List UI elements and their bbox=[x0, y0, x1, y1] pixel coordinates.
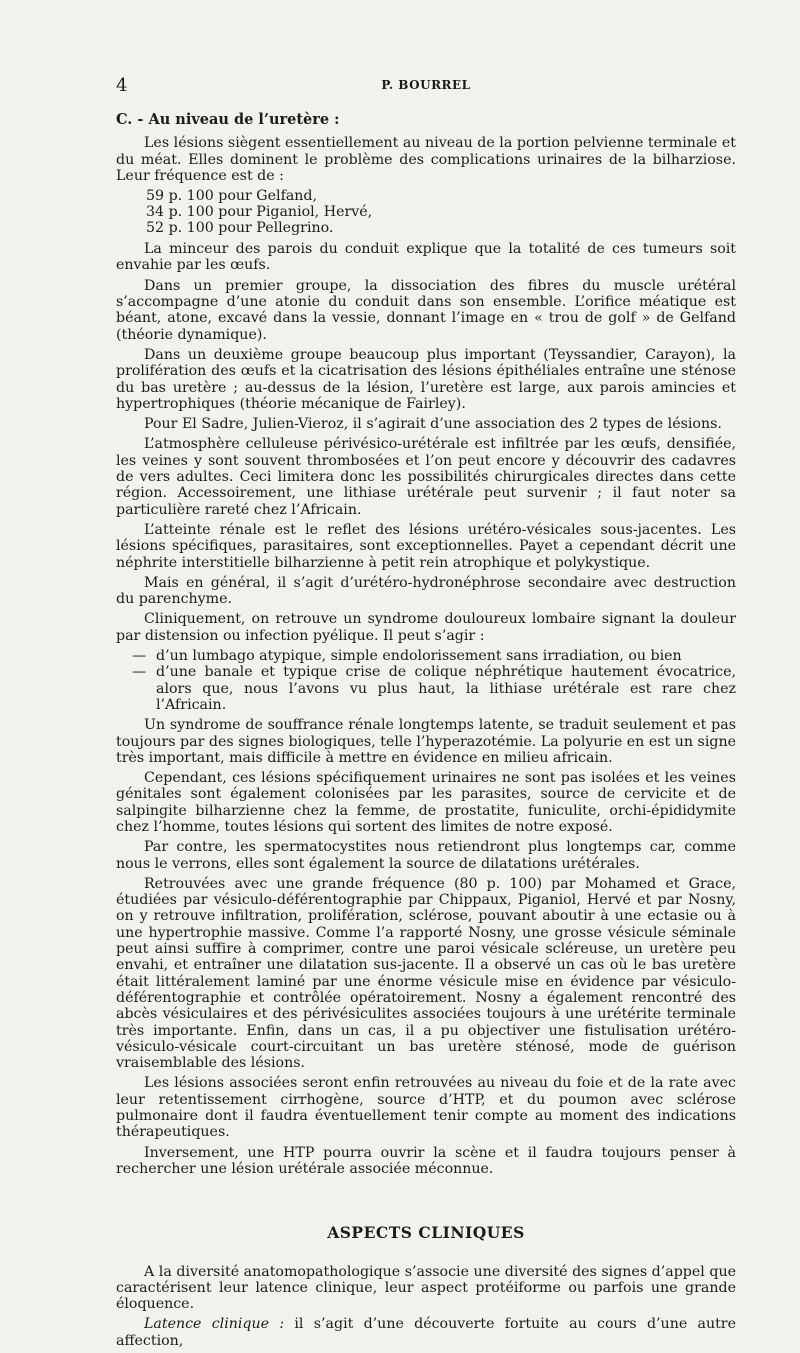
page-number: 4 bbox=[116, 75, 128, 96]
paragraph: L’atmosphère celluleuse périvésico-urétérale est infiltrée par les œufs, densifiée, les veines y sont souvent thrombosées et l’on peut encore y découvrir des cadavres de vers adultes. Ceci limitera donc les possibilités chirurgicales directes dans cette région. Accessoirement, une lithiase urétérale peut survenir ; il faut noter sa particulière rareté chez l’Africain. bbox=[116, 436, 736, 518]
paragraph: Mais en général, il s’agit d’urétéro-hydronéphrose secondaire avec destruction du parenchyme. bbox=[116, 574, 736, 608]
paragraph: Cependant, ces lésions spécifiquement urinaires ne sont pas isolées et les veines génitales sont également colonisées par les parasites, source de cervicite et de salpingite bilharzienne chez la femme, de prostatite, funiculite, orchi-épididymite chez l’homme, toutes lésions qui sortent des limites de notre exposé. bbox=[116, 770, 736, 835]
paragraph: L’atteinte rénale est le reflet des lésions urétéro-vésicales sous-jacentes. Les lésions spécifiques, parasitaires, sont exceptionnelles. Payet a cependant décrit une néphrite interstitielle bilharzienne à petit rein atrophique et polykystique. bbox=[116, 521, 736, 571]
paragraph: Dans un deuxième groupe beaucoup plus important (Teyssandier, Carayon), la prolifération des œufs et la cicatrisation des lésions épithéliales entraîne une sténose du bas uretère ; au-dessus de la lésion, l’uretère est large, aux parois amincies et hypertrophiques (théorie mécanique de Fairley). bbox=[116, 346, 736, 412]
running-head: P. BOURREL bbox=[381, 78, 471, 92]
paragraph: La minceur des parois du conduit explique que la totalité de ces tumeurs soit envahie par les œufs. bbox=[116, 241, 736, 274]
frequency-item: 34 p. 100 pour Piganiol, Hervé, bbox=[146, 204, 373, 221]
paragraph: Un syndrome de souffrance rénale longtemps latente, se traduit seulement et pas toujours par des signes biologiques, telle l’hyperazotémie. La polyurie en est un signe très important, mais difficile à mettre en évidence en milieu africain. bbox=[116, 717, 736, 766]
frequency-list bbox=[116, 188, 736, 236]
paragraph: Retrouvées avec une grande fréquence (80 p. 100) par Mohamed et Grace, étudiées par vésiculo-déférentographie par Chippaux, Piganiol, Hervé et par Nosny, on y retrouve infiltration, prolifération, sclérose, pouvant aboutir à une ectasie ou à une hypertrophie massive. Comme l’a rapporté Nosny, une grosse vésicule séminale peut ainsi suffire à comprimer, contre une paroi vésicale scléreuse, un uretère peu envahi, et entraîner une dilatation sus-jacente. Il a observé un cas où le bas uretère était littéralement laminé par une énorme vésicule mise en évidence par vésiculo-déférentographie et contrôlée opératoirement. Nosny a également rencontré des abcès vésiculaires et des périvésiculites associées toujours à une urétérite terminale très importante. Enfin, dans un cas, il a pu objectiver une fistulisation urétéro-vésiculo-vésicale court-circuitant un bas uretère sténosé, mode de guérison vraisemblable des lésions. bbox=[116, 875, 736, 1072]
paragraph: Par contre, les spermatocystites nous retiendront plus longtemps car, comme nous le verrons, elles sont également la source de dilatations urétérales. bbox=[116, 839, 736, 872]
latence-label: Latence clinique : bbox=[144, 1316, 285, 1333]
paragraph: Les lésions associées seront enfin retrouvées au niveau du foie et de la rate avec leur retentissement cirrhogène, source d’HTP, et du poumon avec sclérose pulmonaire dont il faudra éventuellement tenir compte au moment des indications thérapeutiques. bbox=[116, 1075, 736, 1141]
paragraph: Cliniquement, on retrouve un syndrome douloureux lombaire signant la douleur par distension ou infection pyélique. Il peut s’agir : bbox=[116, 611, 736, 644]
section-title: C. - Au niveau de l’uretère : bbox=[116, 111, 340, 128]
paragraph: Dans un premier groupe, la dissociation des fibres du muscle urétéral s’accompagne d’une atonie du conduit dans son ensemble. L’orifice méatique est béant, atone, excavé dans la vessie, donnant l’image en « trou de golf » de Gelfand (théorie dynamique). bbox=[116, 277, 736, 343]
page-body bbox=[116, 112, 736, 1353]
paragraph-latence bbox=[116, 1316, 736, 1349]
paragraph: Inversement, une HTP pourra ouvrir la scène et il faudra toujours penser à rechercher une lésion urétérale associée méconnue. bbox=[116, 1144, 736, 1177]
list-item: — d’un lumbago atypique, simple endolorissement sans irradiation, ou bien bbox=[132, 648, 736, 664]
paragraph: Les lésions siègent essentiellement au niveau de la portion pelvienne terminale et du méat. Elles dominent le problème des complications urinaires de la bilharziose. Leur fréquence est de : bbox=[116, 135, 736, 184]
frequency-item: 59 p. 100 pour Gelfand, bbox=[146, 188, 318, 205]
paragraph: A la diversité anatomopathologique s’associe une diversité des signes d’appel que caractérisent leur latence clinique, leur aspect protéiforme ou parfois une grande éloquence. bbox=[116, 1263, 736, 1313]
paragraph: Pour El Sadre, Julien-Vieroz, il s’agirait d’une association des 2 types de lésions. bbox=[144, 416, 722, 433]
latence-text: il s’agit d’une découverte fortuite au cours d’une autre affection, bbox=[116, 1316, 736, 1349]
list-item: — d’une banale et typique crise de colique néphrétique hautement évocatrice, alors que, nous l’avons vu plus haut, la lithiase urétérale est rare chez l’Africain. bbox=[132, 664, 736, 713]
frequency-item: 52 p. 100 pour Pellegrino. bbox=[146, 220, 334, 237]
symptom-list bbox=[116, 648, 736, 713]
section-heading: ASPECTS CLINIQUES bbox=[327, 1223, 525, 1243]
page-header bbox=[116, 75, 736, 99]
